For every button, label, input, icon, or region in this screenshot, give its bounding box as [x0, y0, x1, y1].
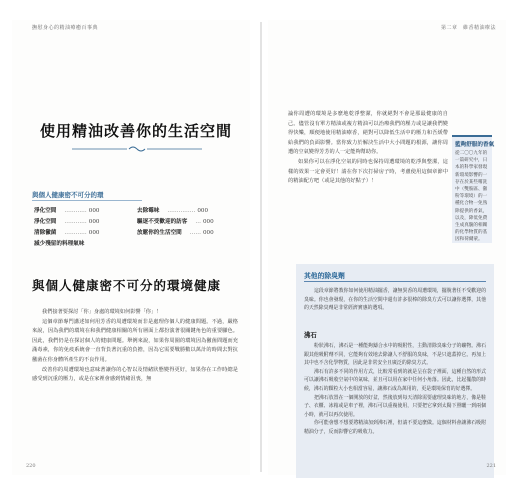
- section-heading: 與個人健康密不可分的環境健康: [32, 278, 222, 293]
- paragraph: 改善你的周遭環境也意味著讓你的心智以及情緒狀態變得更好，如果你在工作時總是感受到沉重的壓力，或是在家裡會感到情緒沮喪，無: [32, 366, 238, 383]
- paragraph: 我們接著要探討「你」身處的環境如何影響「你」！: [42, 309, 162, 315]
- paragraph: 沸石有許多不同的作用方式，比較常看到的就是呈在袋子裡面，這種自然的形式可以讓沸石吸收空氣中的氣味，並且可以用在家中任何小角落。因此，比起擺散的時候，沸石的顆粒大小也相當容易，讓沸石成為萬用的，更是環境保育的好選擇。: [304, 368, 486, 392]
- paragraph: 這個章節專門講述如何用芳香的周遭環境而非是處理你個人的健康問題。不過，嚴格來說，因為我們的環境在和我們健康相關的所有層面上都扮演著很關鍵角色的重要腳色。因此，我們仍是在探討個人的健康問題。舉例來說，如果你周圍的環境因為黴菌問題而充滿毒素，你的免疫系統會一直背負著沉重的負擔，因為它需要戰勝數以萬計的時間去對抗黴菌在你身體所產生的不良作用。: [32, 318, 238, 363]
- box-title-rule: [304, 281, 486, 282]
- sidenote-text: 從二〇〇九年的一篇研究中，日本的科學家發現新環境影響的一存在於某些嚐洗中（雙胺區、黴粉等環境）的一種化合物一免熟除提供的香氣，以及，降低免費生成真髓的相關的化學物質的基因和荷爾蒙。: [455, 151, 488, 243]
- page-number: 221: [486, 463, 496, 469]
- right-body-text: [288, 110, 448, 187]
- paragraph: 論你周遭的環境是多麼地乾淨整潔，你就絕對不會是那最健康的自己。儘管沒有單方精油或複方精油可以治療我們的壓力或是讓我們變得快樂，順便地使用精油療香，絕對可以降低生活中的壓力和吾緩帶給我們的負面影響。當你致力於解決生活中大小問題的根源，讓你周遭的空氣變得芳芳的人一定能夠幫助你。: [288, 111, 448, 156]
- section-underline: [32, 200, 142, 201]
- paragraph: 粉狀沸石，沸石是一種能夠鑄合水中的吸附性，主動清除臭味分子的礦物。沸石跟其他吸附劑不同，它能夠有效地去除讓人不舒服的臭味，不是只遮蓋掉它。再加上其中也不含化學物質，因此是非常安全且廣泛的除臭方式。: [304, 343, 486, 367]
- page-number: 220: [26, 463, 36, 469]
- list-item: 放鬆你的生活空間 …… 000: [137, 230, 214, 236]
- sidenote-title: 藍夠舒服的香氣: [455, 142, 495, 148]
- list-item: 淨化空間 ………… 000: [34, 208, 100, 214]
- list-item: 驅逐不受歡迎的訪客 … 000: [137, 219, 214, 225]
- box-intro: 這段章節將教你如何使用精油擺香，讓無異香的周遭環境，擺脫著任不受歡迎的臭味。你也會發現，在你的生活空間中還有許多很棒的除臭方式可以讓你選擇，其他的天然除臭劑是非常經濟實惠的選項。: [304, 288, 486, 312]
- list-item: 減少殘留的料理氣味: [34, 241, 85, 247]
- paragraph: 把沸石放置在一個開放的好盆，然後放到每天清除需要處理臭味的地方，像是鞋子、衣櫃、冰箱或是車子裡，沸石可以重複使用，只要把它拿到太陽下照曬一到兩個小時，就可以再次使用。: [304, 394, 486, 418]
- right-running-head: 第二章 維香精油療法: [440, 25, 496, 31]
- list-item: 去除霉味 …………… 000: [137, 208, 209, 214]
- right-page: [268, 20, 506, 475]
- box-subheading: 沸石: [304, 331, 317, 339]
- title-ornament: [72, 144, 202, 154]
- left-body-text: [32, 308, 238, 385]
- info-box: [296, 264, 494, 478]
- section-label: 與個人健康密不可分的環: [32, 191, 104, 199]
- chapter-title: 使用精油改善你的生活空間: [40, 122, 233, 140]
- box-title: 其他的除臭劑: [304, 272, 345, 280]
- paragraph: 如果你可以在淨化空氣的同時也保持周遭環境的乾淨與整潔，這樣的效果一定會更好！請在你下次打掃房子時，考慮使用這個章節中的精油配方吧（或是其他的好點子）！: [288, 158, 448, 185]
- list-item: 清除黴菌 ………… 000: [34, 230, 100, 236]
- list-item: 淨化空間 ………… 000: [34, 219, 100, 225]
- left-running-head: 撫慰身心的精油療癒百事典: [32, 25, 99, 31]
- paragraph: 你可能會想不想要將精油加到沸石裡，但請不要這麼做。這個材料會讓沸石吸附精油分子，反而影響它的吸收力。: [304, 420, 486, 435]
- box-body: [304, 342, 486, 437]
- book-gutter: [260, 22, 262, 472]
- sidenote: [452, 135, 495, 243]
- left-page: [12, 20, 250, 475]
